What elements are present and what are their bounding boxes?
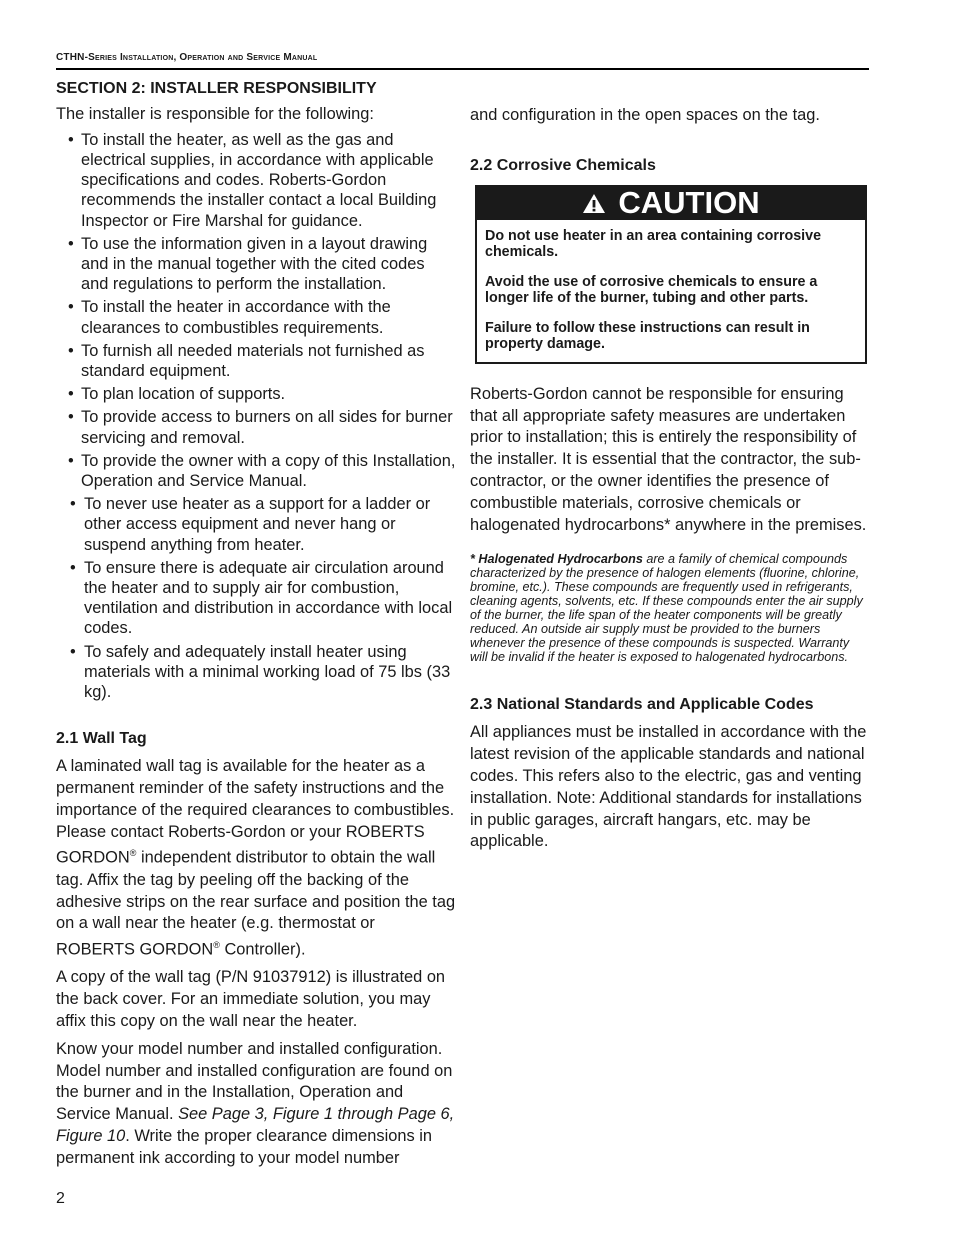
header-title: CTHN-Series Installation, Operation and Service Manual bbox=[56, 52, 318, 63]
national-standards-title: 2.3 National Standards and Applicable Codes bbox=[470, 696, 814, 714]
page-number: 2 bbox=[56, 1190, 65, 1207]
caution-line: Avoid the use of corrosive chemicals to ensure a longer life of the burner, tubing and other parts. bbox=[485, 273, 818, 306]
list-item: • To provide the owner with a copy of this Installation, Operation and Service Manual. bbox=[56, 451, 456, 491]
list-item: • To use the information given in a layout drawing and in the manual together with the cited codes and regulations to perform the installation. bbox=[56, 234, 456, 295]
list-item: • To plan location of supports. bbox=[56, 384, 456, 404]
caution-header bbox=[477, 187, 865, 220]
list-item: • To furnish all needed materials not furnished as standard equipment. bbox=[56, 341, 456, 381]
running-header bbox=[56, 52, 869, 70]
list-item: • To ensure there is adequate air circulation around the heater and to supply air for combustion, ventilation and distribution in accordance with local codes. bbox=[56, 558, 456, 639]
list-item: • To never use heater as a support for a ladder or other access equipment and never hang or suspend anything from heater. bbox=[56, 494, 456, 555]
responsibility-list bbox=[56, 130, 456, 702]
wall-tag-paragraph-3: Know your model number and installed configuration. Model number and installed configuration are found on the burner and in the Installation, Operation and Service Manual. See Page 3, Figure 1 through Page 6, Figure 10. Write the proper clearance dimensions in permanent ink according to your model number bbox=[56, 1039, 455, 1167]
halogenated-note: * Halogenated Hydrocarbons are a family of chemical compounds characterized by the presence of halogen elements (fluorine, chlorine, bromine, etc.). These compounds are frequently used in refrigerants, cleaning agents, solvents, etc. If these compounds enter the air supply of the burner, the life span of the heater components will be greatly reduced. An outside air supply must be provided to the burners whenever the presence of these compounds is suspected. Warranty will be invalid if the heater is exposed to halogenated hydrocarbons. bbox=[470, 552, 863, 665]
list-item: • To install the heater, as well as the gas and electrical supplies, in accordance with applicable specifications and codes. Roberts-Gordon recommends the installer contact a local Building Inspector or Fire Marshal for guidance. bbox=[56, 130, 456, 231]
national-standards-body: All appliances must be installed in accordance with the latest revision of the applicable standards and national codes. This refers also to the electric, gas and venting installation. Note: Additional standards for installations in public garages, aircraft hangars, etc. may be applicable. bbox=[470, 723, 867, 851]
registered-mark: ® bbox=[213, 940, 220, 951]
wall-tag-paragraph-1: A laminated wall tag is available for the heater as a permanent reminder of the safety instructions and the importance of the required clearances to combustibles. Please contact Roberts-Gordon or your ROBERTS GORDON® independent distributor to obtain the wall tag. Affix the tag by peeling off the backing of the adhesive strips on the rear surface and position the tag on a wall near the heater (e.g. thermostat or ROBERTS GORDON® Controller). bbox=[56, 757, 456, 959]
list-item: • To provide access to burners on all sides for burner servicing and removal. bbox=[56, 407, 456, 447]
caution-line: Failure to follow these instructions can result in property damage. bbox=[485, 319, 810, 352]
list-item: • To install the heater in accordance with the clearances to combustibles requirements. bbox=[56, 297, 456, 337]
section-2-intro: The installer is responsible for the following: bbox=[56, 105, 374, 123]
list-item: • To safely and adequately install heater using materials with a minimal working load of 75 lbs (33 kg). bbox=[56, 642, 456, 703]
left-column bbox=[56, 80, 456, 1176]
caution-line: Do not use heater in an area containing corrosive chemicals. bbox=[485, 227, 822, 260]
corrosive-chemicals-title: 2.2 Corrosive Chemicals bbox=[470, 156, 656, 174]
registered-mark: ® bbox=[129, 848, 137, 859]
section-2-title: SECTION 2: INSTALLER RESPONSIBILITY bbox=[56, 80, 377, 97]
note-term: * Halogenated Hydrocarbons bbox=[470, 552, 643, 567]
warning-triangle-icon bbox=[582, 193, 606, 214]
caution-box bbox=[475, 185, 867, 364]
caution-label: CAUTION bbox=[618, 185, 760, 221]
corrosive-body: Roberts-Gordon cannot be responsible for ensuring that all appropriate safety measures are undertaken prior to installation; this is entirely the responsibility of the installer. It is essential that the contractor, the sub-contractor, or the owner identifies the presence of combustible materials, corrosive chemicals or halogenated hydrocarbons* anywhere in the premises. bbox=[470, 384, 867, 534]
wall-tag-title: 2.1 Wall Tag bbox=[56, 730, 147, 748]
caution-body bbox=[477, 220, 865, 362]
figure-reference: See Page 3, Figure 1 through Page 6, Figure 10 bbox=[56, 1105, 455, 1145]
wall-tag-paragraph-2: A copy of the wall tag (P/N 91037912) is illustrated on the back cover. For an immediate solution, you may affix this copy on the wall near the heater. bbox=[56, 968, 446, 1030]
right-column bbox=[470, 105, 870, 859]
wall-tag-paragraph-3-continued: and configuration in the open spaces on the tag. bbox=[470, 106, 820, 124]
